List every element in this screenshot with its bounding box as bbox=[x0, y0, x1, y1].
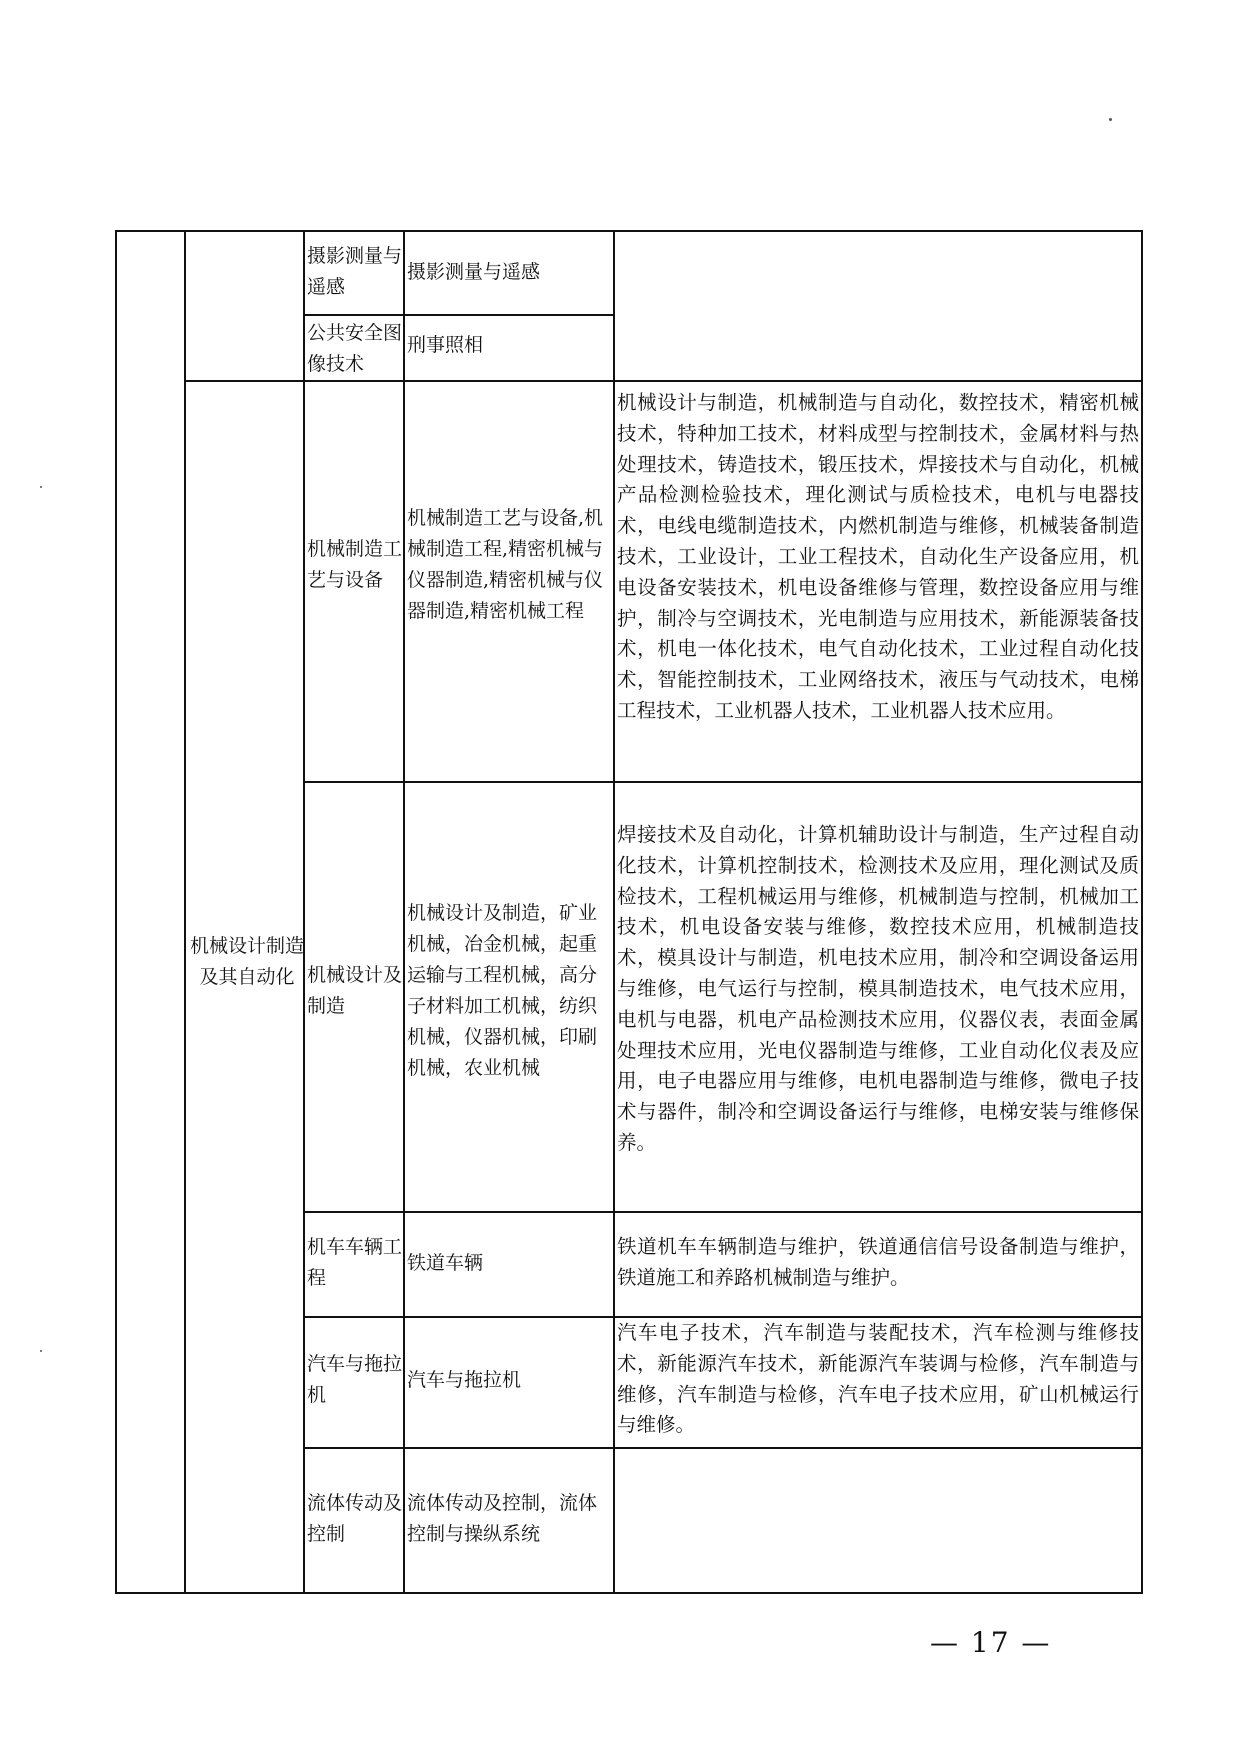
table-border-top bbox=[115, 230, 1143, 232]
page-number: — 17 — bbox=[930, 1626, 1052, 1659]
scan-speck bbox=[40, 1350, 42, 1352]
table-col-divider-2 bbox=[303, 230, 305, 1594]
row-divider-6 bbox=[303, 1447, 1143, 1449]
related-majors-cell: 焊接技术及自动化，计算机辅助设计与制造，生产过程自动化技术，计算机控制技术，检测技术及应用，理化测试及质检技术，工程机械运用与维修，机械制造与控制，机械加工技术，机电设备安装与维修，数控技术应用，机械制造技术，模具设计与制造，机电技术应用，制冷和空调设备运用与维修，电气运行与控制，模具制造技术，电气技术应用，电机与电器，机电产品检测技术应用，仪器仪表，表面金属处理技术应用，光电仪器制造与维修，工业自动化仪表及应用，电子电器应用与维修，电机电器制造与维修，微电子技术与器件，制冷和空调设备运行与维修，电梯安装与维修保养。 bbox=[617, 823, 1139, 1154]
group-cell: 机械设计制造及其自动化 bbox=[189, 935, 304, 988]
related-majors-cell: 汽车电子技术，汽车制造与装配技术，汽车检测与维修技术，新能源汽车技术，新能源汽车装调与检修，汽车制造与维修，汽车制造与检修，汽车电子技术应用，矿山机械运行与维修。 bbox=[617, 1321, 1139, 1437]
subject-cell: 汽车与拖拉机 bbox=[307, 1353, 403, 1406]
table-border-left bbox=[115, 230, 117, 1594]
subject-cell: 机车车辆工程 bbox=[307, 1236, 403, 1289]
majors-cell: 刑事照相 bbox=[407, 334, 484, 356]
majors-cell: 摄影测量与遥感 bbox=[407, 261, 541, 283]
subject-cell: 摄影测量与遥感 bbox=[307, 245, 403, 298]
table-border-right bbox=[1141, 230, 1143, 1594]
row-divider-1 bbox=[303, 314, 615, 316]
scan-speck bbox=[1109, 118, 1112, 121]
majors-cell: 机械制造工艺与设备,机械制造工程,精密机械与仪器制造,精密机械与仪器制造,精密机械工程 bbox=[407, 507, 604, 622]
related-majors-cell: 铁道机车车辆制造与维护，铁道通信信号设备制造与维护，铁道施工和养路机械制造与维护。 bbox=[617, 1235, 1139, 1289]
subject-cell: 机械制造工艺与设备 bbox=[307, 538, 403, 591]
majors-cell: 机械设计及制造，矿业机械，冶金机械，起重运输与工程机械，高分子材料加工机械，纺织机械，仪器机械，印刷机械，农业机械 bbox=[407, 902, 598, 1079]
majors-cell: 铁道车辆 bbox=[407, 1252, 484, 1274]
row-divider-3 bbox=[303, 781, 1143, 783]
subject-cell: 公共安全图像技术 bbox=[307, 322, 403, 375]
majors-cell: 流体传动及控制，流体控制与操纵系统 bbox=[407, 1492, 598, 1545]
table-col-divider-3 bbox=[403, 230, 405, 1594]
row-divider-4 bbox=[303, 1211, 1143, 1213]
subject-cell: 流体传动及控制 bbox=[307, 1492, 403, 1545]
table-col-divider-4 bbox=[613, 230, 615, 1594]
table-border-bottom bbox=[115, 1592, 1143, 1594]
related-majors-cell: 机械设计与制造，机械制造与自动化，数控技术，精密机械技术，特种加工技术，材料成型与控制技术，金属材料与热处理技术，铸造技术，锻压技术，焊接技术与自动化，机械产品检测检验技术，理化测试与质检技术，电机与电器技术，电线电缆制造技术，内燃机制造与维修，机械装备制造技术，工业设计，工业工程技术，自动化生产设备应用，机电设备安装技术，机电设备维修与管理，数控设备应用与维护，制冷与空调技术，光电制造与应用技术，新能源装备技术，机电一体化技术，电气自动化技术，工业过程自动化技术，智能控制技术，工业网络技术，液压与气动技术，电梯工程技术，工业机器人技术，工业机器人技术应用。 bbox=[617, 391, 1139, 722]
row-divider-2 bbox=[184, 380, 1143, 382]
subject-cell: 机械设计及制造 bbox=[307, 964, 403, 1017]
scan-speck bbox=[40, 486, 42, 488]
majors-cell: 汽车与拖拉机 bbox=[407, 1369, 522, 1391]
table-col-divider-1 bbox=[184, 230, 186, 1594]
